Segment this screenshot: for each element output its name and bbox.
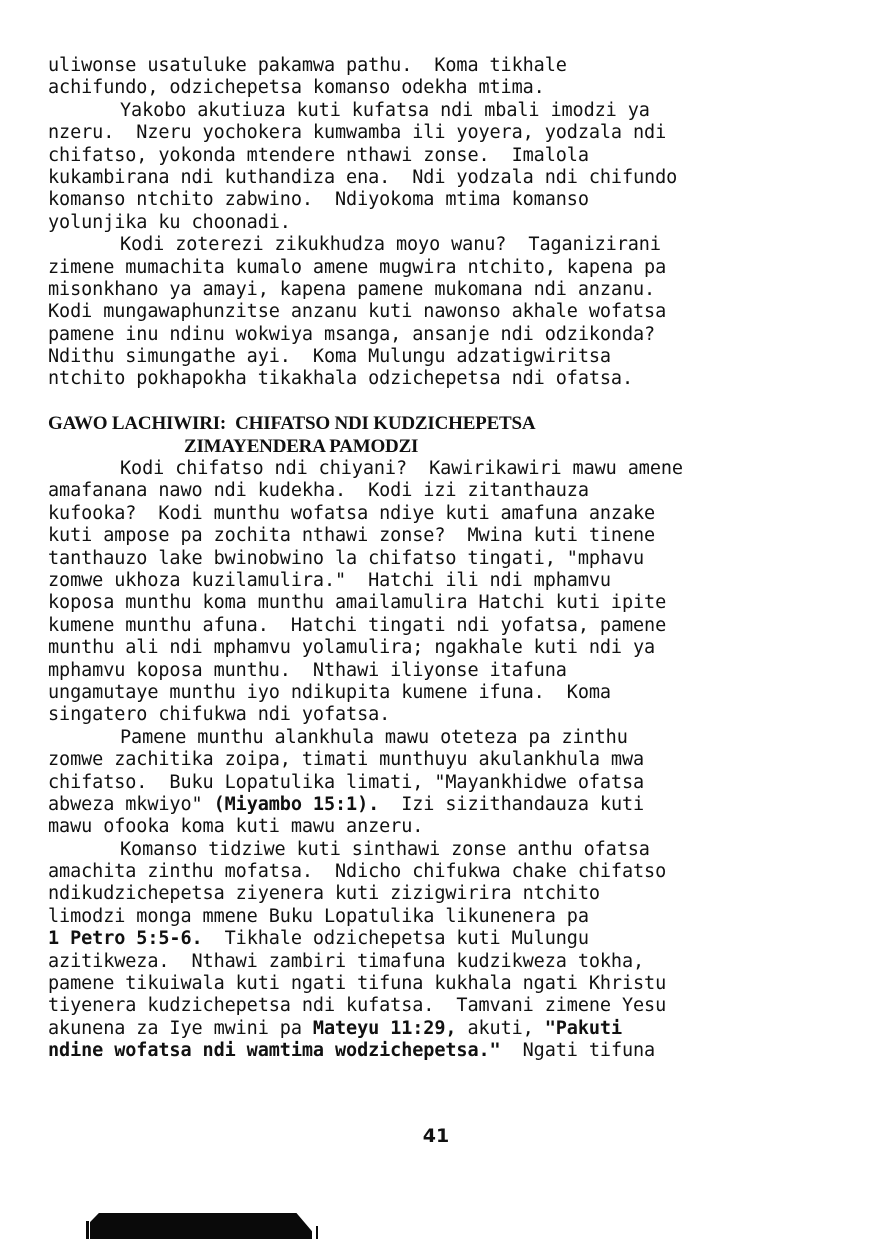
section-heading-line-1: GAWO LACHIWIRI: CHIFATSO NDI KUDZICHEPETSA xyxy=(48,413,536,435)
text-line xyxy=(48,794,838,816)
text-line: Kodi chifatso ndi chiyani? Kawirikawiri mawu amene xyxy=(120,458,683,480)
text-line: pamene tikuiwala kuti ngati tifuna kukhala ngati Khristu xyxy=(48,973,667,995)
scripture-reference: 1 Petro 5:5-6. xyxy=(48,928,203,950)
text-line: kukambirana ndi kuthandiza ena. Ndi yodzala ndi chifundo xyxy=(48,166,678,188)
text-line: achifundo, odzichepetsa komanso odekha mtima. xyxy=(48,77,545,99)
text-line: Ndithu simungathe ayi. Koma Mulungu adzatigwiritsa xyxy=(48,346,611,368)
quote-text: ndine wofatsa ndi wamtima wodzichepetsa." xyxy=(48,1040,501,1062)
text-line: mphamvu koposa munthu. Nthawi iliyonse itafuna xyxy=(48,659,567,681)
text-line: azitikweza. Nthawi zambiri timafuna kudzikweza tokha, xyxy=(48,950,645,972)
text-line: tanthauzo lake bwinobwino la chifatso tingati, "mphavu xyxy=(48,547,645,569)
text-line: ntchito pokhapokha tikakhala odzichepetsa ndi ofatsa. xyxy=(48,368,634,390)
text-line xyxy=(48,1018,838,1040)
paragraph-5 xyxy=(48,727,838,839)
text-line: limodzi monga mmene Buku Lopatulika likunenera pa xyxy=(48,905,589,927)
text-line: Kodi mungawaphunzitse anzanu kuti nawonso akhale wofatsa xyxy=(48,301,667,323)
text-run: Tikhale odzichepetsa kuti Mulungu xyxy=(202,928,589,950)
section-heading-line-2: ZIMAYENDERA PAMODZI xyxy=(184,435,419,457)
text-line: kufooka? Kodi munthu wofatsa ndiye kuti amafuna anzake xyxy=(48,502,656,524)
text-line: koposa munthu koma munthu amailamulira Hatchi kuti ipite xyxy=(48,592,667,614)
text-run: akunena za Iye mwini pa xyxy=(48,1017,313,1039)
text-line: misonkhano ya amayi, kapena pamene mukomana ndi anzanu. xyxy=(48,278,656,300)
text-line: mawu ofooka koma kuti mawu anzeru. xyxy=(48,816,424,838)
text-run: abweza mkwiyo" xyxy=(48,793,214,815)
text-line xyxy=(48,1040,838,1062)
text-run: akuti, xyxy=(456,1017,545,1039)
text-line: zimene mumachita kumalo amene mugwira ntchito, kapena pa xyxy=(48,256,667,278)
text-run: Izi sizithandauza kuti xyxy=(379,793,645,815)
text-line: pamene inu ndinu wokwiya msanga, ansanje ndi odzikonda? xyxy=(48,323,656,345)
text-line: Komanso tidziwe kuti sinthawi zonse anthu ofatsa xyxy=(120,838,650,860)
text-line: zomwe zachitika zoipa, timati munthuyu akulankhula mwa xyxy=(48,749,645,771)
page-body xyxy=(48,55,838,1063)
text-line: uliwonse usatuluke pakamwa pathu. Koma tikhale xyxy=(48,55,567,76)
text-line: amafanana nawo ndi kudekha. Kodi izi zitanthauza xyxy=(48,480,589,502)
text-line: singatero chifukwa ndi yofatsa. xyxy=(48,704,391,726)
quote-text: "Pakuti xyxy=(544,1017,623,1039)
text-line: chifatso, yokonda mtendere nthawi zonse. Imalola xyxy=(48,144,589,166)
text-line: zomwe ukhoza kuzilamulira." Hatchi ili ndi mphamvu xyxy=(48,569,611,591)
paragraph-6 xyxy=(48,839,838,1063)
scan-artifact-bar xyxy=(90,1213,312,1239)
scripture-reference: (Miyambo 15:1). xyxy=(213,793,380,815)
text-line: tiyenera kudzichepetsa ndi kufatsa. Tamvani zimene Yesu xyxy=(48,995,667,1017)
text-line: Kodi zoterezi zikukhudza moyo wanu? Taganizirani xyxy=(120,234,661,256)
section-heading xyxy=(48,413,838,458)
paragraph-3 xyxy=(48,234,838,391)
text-line: Yakobo akutiuza kuti kufatsa ndi mbali imodzi ya xyxy=(120,99,650,121)
text-line: amachita zinthu mofatsa. Ndicho chifukwa chake chifatso xyxy=(48,861,667,883)
scripture-reference: Mateyu 11:29, xyxy=(312,1017,457,1039)
scan-artifact-mark xyxy=(316,1226,318,1239)
text-line: kuti ampose pa zochita nthawi zonse? Mwina kuti tinene xyxy=(48,525,656,547)
text-line: ndikudzichepetsa ziyenera kuti zizigwirira ntchito xyxy=(48,883,600,905)
text-line: ungamutaye munthu iyo ndikupita kumene ifuna. Koma xyxy=(48,681,611,703)
text-line: nzeru. Nzeru yochokera kumwamba ili yoyera, yodzala ndi xyxy=(48,122,667,144)
text-line: yolunjika ku choonadi. xyxy=(48,211,291,233)
paragraph-2 xyxy=(48,100,838,234)
text-run: Ngati tifuna xyxy=(500,1040,656,1062)
text-line: kumene munthu afuna. Hatchi tingati ndi yofatsa, pamene xyxy=(48,614,667,636)
paragraph-1 xyxy=(48,55,838,100)
scan-artifact-mark xyxy=(86,1221,89,1239)
text-line: komanso ntchito zabwino. Ndiyokoma mtima komanso xyxy=(48,189,589,211)
text-line xyxy=(48,928,838,950)
text-line: Pamene munthu alankhula mawu oteteza pa zinthu xyxy=(120,726,628,748)
section-gap xyxy=(48,391,838,413)
page-number: 41 xyxy=(422,1125,450,1147)
text-line: munthu ali ndi mphamvu yolamulira; ngakhale kuti ndi ya xyxy=(48,637,656,659)
text-line: chifatso. Buku Lopatulika limati, "Mayankhidwe ofatsa xyxy=(48,771,645,793)
paragraph-4 xyxy=(48,458,838,727)
